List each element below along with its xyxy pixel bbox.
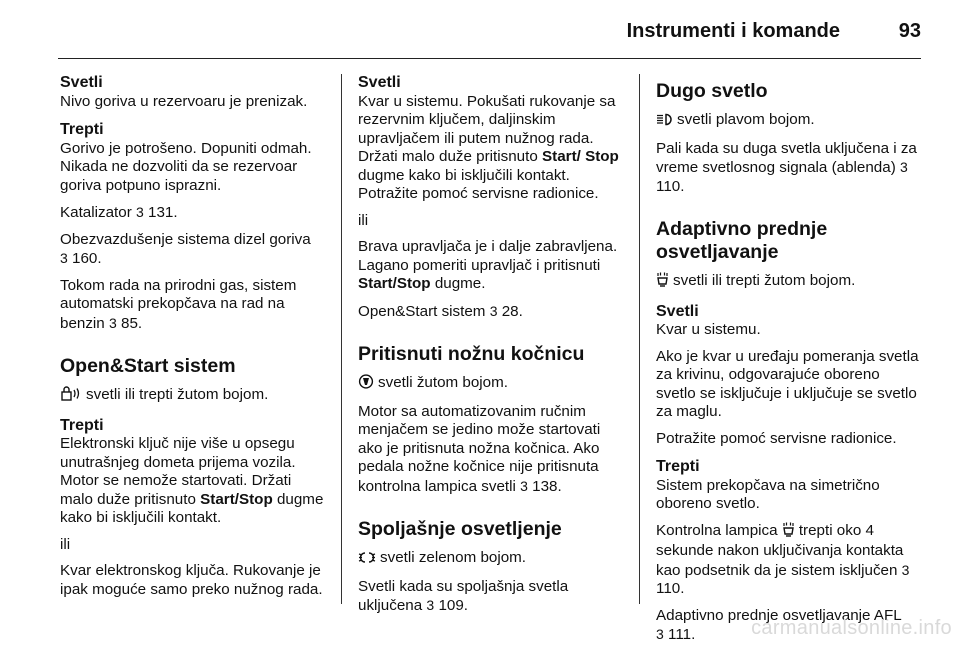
paragraph: Potražite pomoć servisne radionice. xyxy=(656,429,897,447)
page-ref[interactable]: 138. xyxy=(532,477,562,495)
page-ref[interactable]: 160. xyxy=(72,250,102,267)
text: trepti oko 4 sekunde nakon uključivanja kontakta kao podsetnik da je sistem isključen xyxy=(656,521,904,579)
text: svetli ili trepti žutom bojom. xyxy=(86,386,269,403)
paragraph xyxy=(60,277,326,334)
text: Katalizator xyxy=(60,204,132,221)
paragraph xyxy=(358,374,628,395)
text: svetli plavom bojom. xyxy=(677,111,815,128)
paragraph xyxy=(60,231,326,269)
paragraph: Nivo goriva u rezervoaru je prenizak. xyxy=(60,92,308,110)
paragraph xyxy=(656,111,922,132)
adaptive-light-icon xyxy=(656,272,669,293)
paragraph xyxy=(358,93,628,204)
paragraph xyxy=(358,578,628,616)
text: Kvar u sistemu. Pokušati rukovanje sa rezervnim ključem, daljinskim upravljačem ili putem nužnog rada. Držati malo duže pritisnuto xyxy=(358,92,616,165)
adaptive-light-icon xyxy=(782,522,795,543)
paragraph: ili xyxy=(358,211,369,229)
key-lock-icon xyxy=(60,386,82,407)
paragraph: Ako je kvar u uređaju pomeranja svetla za krivinu, odgovarajuće oboreno svetlo se isključuje i uključuje se svetlo za maglu. xyxy=(656,347,919,420)
text: dugme. xyxy=(434,275,486,292)
text: Elektronski ključ nije više u opsegu unutrašnjeg dometa prijema vozila. Motor se nemože startovati. Držati malo duže pritisnuto xyxy=(60,435,296,508)
page-ref[interactable]: 111. xyxy=(668,626,696,643)
column-divider xyxy=(341,74,342,604)
subheading: Trepti xyxy=(60,121,104,138)
page-ref-arrow-icon: 3 xyxy=(136,204,144,220)
paragraph: Kvar u sistemu. xyxy=(656,321,761,338)
page-ref-arrow-icon: 3 xyxy=(109,314,117,331)
paragraph xyxy=(60,435,326,528)
page-ref[interactable]: 110. xyxy=(656,580,685,597)
paragraph xyxy=(358,403,628,497)
subheading: Trepti xyxy=(656,458,700,475)
section-heading: Pritisnuti nožnu kočnicu xyxy=(358,343,585,365)
paragraph xyxy=(60,386,326,407)
text: Brava upravljača je i dalje zabravljena. Lagano pomeriti upravljač i pritisnuti xyxy=(358,238,618,274)
text: svetli žutom bojom. xyxy=(378,374,508,391)
paragraph xyxy=(358,238,628,294)
header-rule xyxy=(58,58,921,59)
text: Svetli kada su spoljašnja svetla uključena xyxy=(358,577,569,614)
text: dugme kako bi isključili kontakt. xyxy=(60,490,324,526)
column-2 xyxy=(358,74,628,624)
page-ref-arrow-icon: 3 xyxy=(426,597,435,613)
paragraph xyxy=(656,272,922,293)
subheading: Trepti xyxy=(60,416,104,434)
text: svetli zelenom bojom. xyxy=(380,549,527,566)
text: Kontrolna lampica xyxy=(656,521,778,539)
subheading: Svetli xyxy=(656,302,699,320)
side-lights-icon xyxy=(358,551,376,570)
paragraph xyxy=(656,140,922,197)
paragraph: Gorivo je potrošeno. Dopuniti odmah. Nikada ne dozvoliti da se rezervoar goriva potpuno isprazni. xyxy=(60,139,312,194)
page-ref-arrow-icon: 3 xyxy=(60,250,68,266)
page-ref[interactable]: 110. xyxy=(656,177,685,195)
section-heading: Spoljašnje osvetljenje xyxy=(358,518,562,540)
page-ref-arrow-icon: 3 xyxy=(656,626,664,642)
column-3 xyxy=(656,74,922,653)
column-divider xyxy=(639,74,640,604)
button-name: Start/ Stop xyxy=(542,148,619,165)
subheading: Svetli xyxy=(60,74,103,91)
section-heading: Open&Start sistem xyxy=(60,355,236,377)
page-number: 93 xyxy=(898,20,921,42)
text: Tokom rada na prirodni gas, sistem automatski prekopčava na rad na benzin xyxy=(60,276,297,332)
page-ref-arrow-icon: 3 xyxy=(901,561,910,578)
page-ref[interactable]: 131. xyxy=(148,204,178,221)
button-name: Start/Stop xyxy=(200,490,273,508)
column-1 xyxy=(60,74,326,607)
text: Pali kada su duga svetla uključena i za vreme svetlosnog signala (ablenda) xyxy=(656,139,917,176)
page-ref-arrow-icon: 3 xyxy=(900,159,908,175)
text: Open&Start sistem xyxy=(358,302,486,320)
page-ref-arrow-icon: 3 xyxy=(520,477,528,494)
button-name: Start/Stop xyxy=(358,275,431,292)
high-beam-icon xyxy=(656,113,673,132)
paragraph: ili xyxy=(60,535,71,553)
text: dugme kako bi isključili kontakt. Potražite pomoć servisne radionice. xyxy=(358,166,599,202)
text: svetli ili trepti žutom bojom. xyxy=(673,272,856,289)
page-title: Instrumenti i komande xyxy=(626,20,840,42)
paragraph xyxy=(656,522,922,599)
paragraph xyxy=(60,203,326,223)
page-ref-arrow-icon: 3 xyxy=(489,302,498,319)
page-ref[interactable]: 28. xyxy=(501,302,523,320)
page-ref[interactable]: 85. xyxy=(121,314,143,332)
text: Motor sa automatizovanim ručnim menjačem se jedino može startovati ako je pritisnuta nožna kočnica. Ako pedala nožne kočnice nije pritisnuta kontrolna lampica svetli xyxy=(358,402,601,495)
page-header xyxy=(0,0,960,58)
watermark: carmanualsonline.info xyxy=(751,617,952,639)
subheading: Svetli xyxy=(358,74,401,91)
text: Obezvazdušenje sistema dizel goriva xyxy=(60,230,311,248)
page-ref[interactable]: 109. xyxy=(438,597,468,614)
paragraph: Kvar elektronskog ključa. Rukovanje je ipak moguće samo preko nužnog rada. xyxy=(60,562,323,598)
section-heading: Dugo svetlo xyxy=(656,80,768,102)
brake-pedal-icon xyxy=(358,374,374,395)
paragraph xyxy=(358,302,628,322)
paragraph: Sistem prekopčava na simetrično oboreno svetlo. xyxy=(656,476,880,512)
section-heading: Adaptivno prednje osvetljavanje xyxy=(656,218,828,263)
paragraph xyxy=(358,549,628,570)
text: Adaptivno prednje osvetljavanje AFL xyxy=(656,606,902,624)
